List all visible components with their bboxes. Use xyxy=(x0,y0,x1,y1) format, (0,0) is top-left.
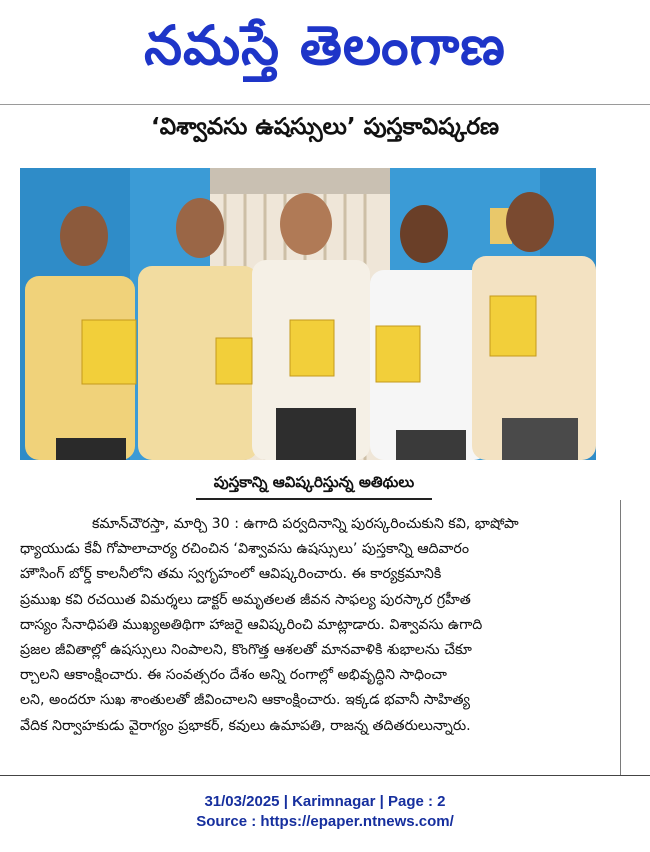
article-body xyxy=(20,512,596,739)
body-line: వేదిక నిర్వాహకుడు వైరాగ్యం ప్రభాకర్, కవులు ఉమాపతి, రాజన్న తదితరులున్నారు. xyxy=(20,717,471,734)
body-line: కమాన్‌చౌరస్తా, మార్చి 30 : ఉగాది పర్వదినాన్ని పురస్కరించుకుని కవి, భాషోపా xyxy=(92,516,519,532)
photo-caption: పుస్తకాన్ని ఆవిష్కరిస్తున్న అతిథులు xyxy=(196,468,432,500)
body-line: దాస్యం సేనాధిపతి ముఖ్యఅతిథిగా హాజరై ఆవిష్కరించి మాట్లాడారు. విశ్వావసు ఉగాది xyxy=(20,616,483,633)
footer-edition: Karimnagar xyxy=(292,793,376,810)
body-line: హౌసింగ్ బోర్డ్ కాలనీలోని తమ స్వగృహంలో ఆవిష్కరించారు. ఈ కార్యక్రమానికి xyxy=(20,566,442,583)
footer-separator: | xyxy=(283,793,293,810)
footer-date: 31/03/2025 xyxy=(204,793,280,810)
body-line: ధ్యాయుడు కేవీ గోపాలాచార్య రచించిన ‘విశ్వావసు ఉషస్సులు’ పుస్తకాన్ని ఆదివారం xyxy=(20,541,470,558)
body-line: ప్రజల జీవితాల్లో ఉషస్సులు నింపాలని, కొంగొత్త ఆశలతో మానవాళికి శుభాలను చేకూ xyxy=(20,642,472,659)
column-divider xyxy=(620,500,621,776)
article-photo xyxy=(20,168,596,460)
body-line: ప్రముఖ కవి రచయిత విమర్శలు డాక్టర్ అమృతలత జీవన సాఫల్య పురస్కార గ్రహీత xyxy=(20,591,471,608)
footer-separator: | xyxy=(379,793,388,810)
body-line: లని, అందరూ సుఖ శాంతులతో జీవించాలని ఆకాంక్షించారు. ఇక్కడ భవానీ సాహిత్య xyxy=(20,692,470,709)
body-line: ర్చాలని ఆకాంక్షించారు. ఈ సంవత్సరం దేశం అన్ని రంగాల్లో అభివృద్ధిని సాధించా xyxy=(20,667,447,684)
footer-page: Page : 2 xyxy=(388,793,446,810)
masthead xyxy=(0,0,650,92)
masthead-title: నమస్తే తెలంగాణ xyxy=(144,14,506,77)
footer-source[interactable]: Source : https://epaper.ntnews.com/ xyxy=(196,813,454,830)
article-headline: ‘విశ్వావసు ఉషస్సులు’ పుస్తకావిష్కరణ xyxy=(151,114,499,140)
bottom-divider xyxy=(0,775,650,776)
top-divider xyxy=(0,104,650,105)
footer-meta xyxy=(0,793,650,810)
